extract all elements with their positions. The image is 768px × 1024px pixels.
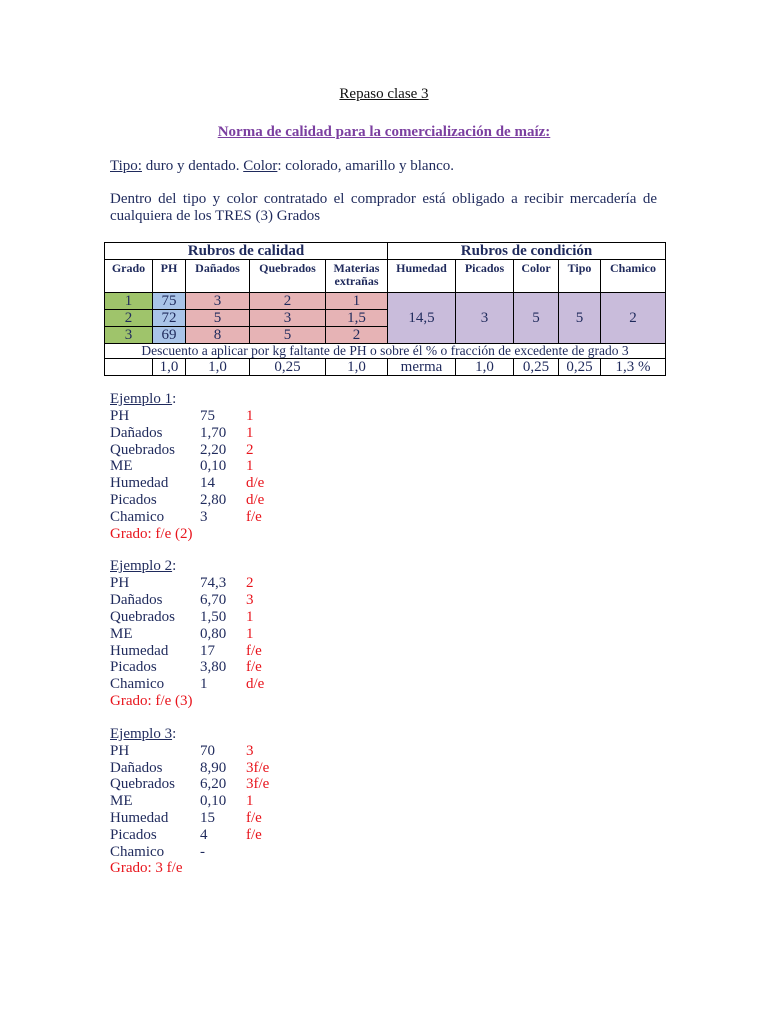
discount-ph: 1,0 [153,359,186,376]
header-materias-extranas: Materias extrañas [326,260,388,293]
header-quebrados: Quebrados [250,260,326,293]
example-row: Picados 3,80 f/e [110,659,262,676]
example-row: PH 75 1 [110,408,254,424]
example-row: Quebrados 2,20 2 [110,441,254,458]
document-title: Repaso clase 3 [339,86,429,102]
example-grade: Grado: f/e (3) [110,692,193,709]
header-ph: PH [153,260,186,293]
example-grade: Grado: 3 f/e [110,860,183,877]
example-row: Humedad 14 d/e [110,475,265,492]
cell-picados: 3 [456,293,514,344]
example-row: Chamico - [110,843,205,860]
cell-humedad: 14,5 [388,293,456,344]
example-row: ME 0,80 1 [110,625,254,642]
example-2: Ejemplo 2: PH 74,3 2 Dañados 6,70 3 Quebrados 1,50 1 ME 0,80 1 Humedad 17 f/e Picados 3,80 f/e Chamico 1 d/e Grado: f/e (3) [110,558,265,709]
cell-danados-1: 3 [186,293,250,310]
document-subtitle: Norma de calidad para la comercialización de maíz: [217,124,551,140]
example-row: Quebrados 6,20 3f/e [110,776,270,793]
tipo-value: duro y dentado. [141,158,244,174]
cell-grado-2: 2 [105,310,153,327]
cell-quebrados-2: 3 [250,310,326,327]
cell-danados-2: 5 [186,310,250,327]
tipo-label: Tipo: [110,158,142,174]
example-row: PH 74,3 2 [110,575,254,592]
intro-paragraph: Dentro del tipo y color contratado el comprador está obligado a recibir mercadería de cualquiera de los TRES (3) Grados [110,191,657,224]
cell-materias-3: 2 [326,327,388,344]
example-row: Humedad 15 f/e [110,809,262,826]
example-row: ME 0,10 1 [110,458,254,475]
example-row: Picados 4 f/e [110,826,262,843]
cell-materias-1: 1 [326,293,388,310]
discount-danados: 1,0 [186,359,250,376]
color-label: Color [243,158,278,174]
discount-picados: 1,0 [456,359,514,376]
discount-label: Descuento a aplicar por kg faltante de PH o sobre él % o fracción de excedente de grado 3 [105,344,666,359]
example-title: Ejemplo 2 [110,558,173,575]
header-tipo: Tipo [559,260,601,293]
example-row: ME 0,10 1 [110,793,254,810]
discount-color: 0,25 [514,359,559,376]
cell-ph-2: 72 [153,310,186,327]
example-title: Ejemplo 1 [110,391,173,407]
cell-chamico: 2 [601,293,666,344]
example-row: Quebrados 1,50 1 [110,608,254,625]
discount-empty [105,359,153,376]
example-row: Dañados 8,90 3f/e [110,759,270,776]
discount-tipo: 0,25 [559,359,601,376]
group-quality-header: Rubros de calidad [105,243,388,260]
cell-color: 5 [514,293,559,344]
tipo-color-line [110,158,454,175]
cell-grado-3: 3 [105,327,153,344]
example-row: Chamico 3 f/e [110,508,262,525]
discount-humedad: merma [388,359,456,376]
example-3: Ejemplo 3: PH 70 3 Dañados 8,90 3f/e Quebrados 6,20 3f/e ME 0,10 1 Humedad 15 f/e Picados 4 f/e Chamico - Grado: 3 f/e [110,725,270,877]
example-title: Ejemplo 3 [110,725,173,742]
quality-table [104,242,666,376]
example-row: Chamico 1 d/e [110,676,265,693]
header-picados: Picados [456,260,514,293]
header-chamico: Chamico [601,260,666,293]
example-row: Dañados 1,70 1 [110,424,254,441]
group-condition-header: Rubros de condición [388,243,666,260]
header-color: Color [514,260,559,293]
example-row: Dañados 6,70 3 [110,592,254,609]
discount-chamico: 1,3 % [601,359,666,376]
cell-danados-3: 8 [186,327,250,344]
cell-ph-3: 69 [153,327,186,344]
cell-quebrados-3: 5 [250,327,326,344]
cell-grado-1: 1 [105,293,153,310]
example-1: Ejemplo 1: PH 75 1 Dañados 1,70 1 Quebrados 2,20 2 ME 0,10 1 Humedad 14 d/e Picados 2,80 d/e Chamico 3 f/e Grado: f/e (2) [110,391,265,542]
example-row: PH 70 3 [110,742,254,759]
cell-tipo: 5 [559,293,601,344]
header-grado: Grado [105,260,153,293]
header-danados: Dañados [186,260,250,293]
discount-quebrados: 0,25 [250,359,326,376]
cell-ph-1: 75 [153,293,186,310]
header-humedad: Humedad [388,260,456,293]
example-grade: Grado: f/e (2) [110,525,193,542]
example-row: Picados 2,80 d/e [110,491,265,508]
example-row: Humedad 17 f/e [110,642,262,659]
cell-quebrados-1: 2 [250,293,326,310]
cell-materias-2: 1,5 [326,310,388,327]
examples-section [110,391,270,893]
color-value: : colorado, amarillo y blanco. [277,158,454,174]
discount-materias: 1,0 [326,359,388,376]
